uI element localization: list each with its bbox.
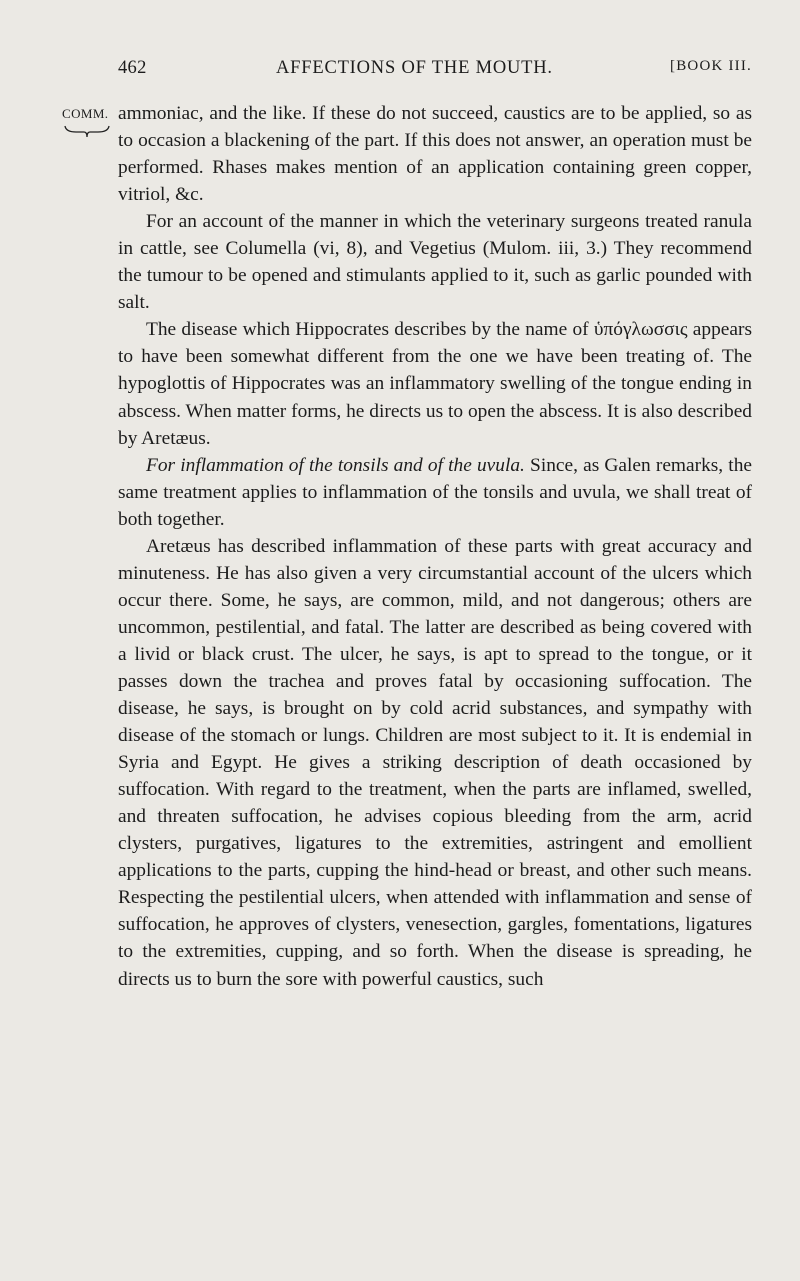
page-header	[118, 58, 752, 86]
paragraph	[118, 452, 752, 533]
paragraph: Aretæus has described inflammation of these parts with great accuracy and minuteness. He has also given a very circumstantial account of the ulcers which occur there. Some, he says, are common, mild, and not dangerous; others are uncommon, pestilential, and fatal. The latter are described as being covered with a livid or black crust. The ulcer, he says, is apt to spread to the tongue, or it passes down the trachea and proves fatal by occasioning suffocation. The disease, he says, is brought on by cold acrid substances, and sympathy with disease of the stomach or lungs. Children are most subject to it. It is endemial in Syria and Egypt. He gives a striking description of death occasioned by suffocation. With regard to the treatment, when the parts are inflamed, swelled, and threaten suffocation, he advises copious bleeding from the arm, acrid clysters, purgatives, ligatures to the extremities, astringent and emollient applications to the parts, cupping the hind-head or breast, and other such means. Respecting the pestilential ulcers, when attended with inflammation and sense of suffocation, he approves of clysters, venesection, gargles, fomentations, ligatures to the extremities, cupping, and so forth. When the disease is spreading, he directs us to burn the sore with powerful caustics, such	[118, 535, 752, 990]
page-number: 462	[118, 58, 147, 78]
paragraph: The disease which Hippocrates describes by the name of ὑπόγλωσσις appears to have been somewhat different from the one we have been treating of. The hypoglottis of Hippocrates was an inflammatory swelling of the tongue ending in abscess. When matter forms, he directs us to open the abscess. It is also described by Aretæus.	[118, 319, 752, 449]
body-text	[118, 100, 752, 993]
margin-brace-icon	[64, 124, 110, 138]
running-head: AFFECTIONS OF THE MOUTH.	[276, 58, 553, 78]
section-heading: For inflammation of the tonsils and of the uvula.	[146, 454, 525, 476]
book-reference: [BOOK III.	[670, 58, 752, 74]
margin-note: COMM.	[62, 106, 109, 121]
paragraph: ammoniac, and the like. If these do not succeed, caustics are to be applied, so as to occasion a blackening of the part. If this does not answer, an operation must be performed. Rhases makes mention of an application containing green copper, vitriol, &c.	[118, 103, 752, 206]
paragraph-text: Since, as Galen remarks, the same treatment applies to inflammation of the tonsils and uvula, we shall treat of both together.	[118, 454, 752, 530]
paragraph: For an account of the manner in which the veterinary surgeons treated ranula in cattle, see Columella (vi, 8), and Vegetius (Mulom. iii, 3.) They recommend the tumour to be opened and stimulants applied to it, such as garlic pounded with salt.	[118, 211, 752, 314]
